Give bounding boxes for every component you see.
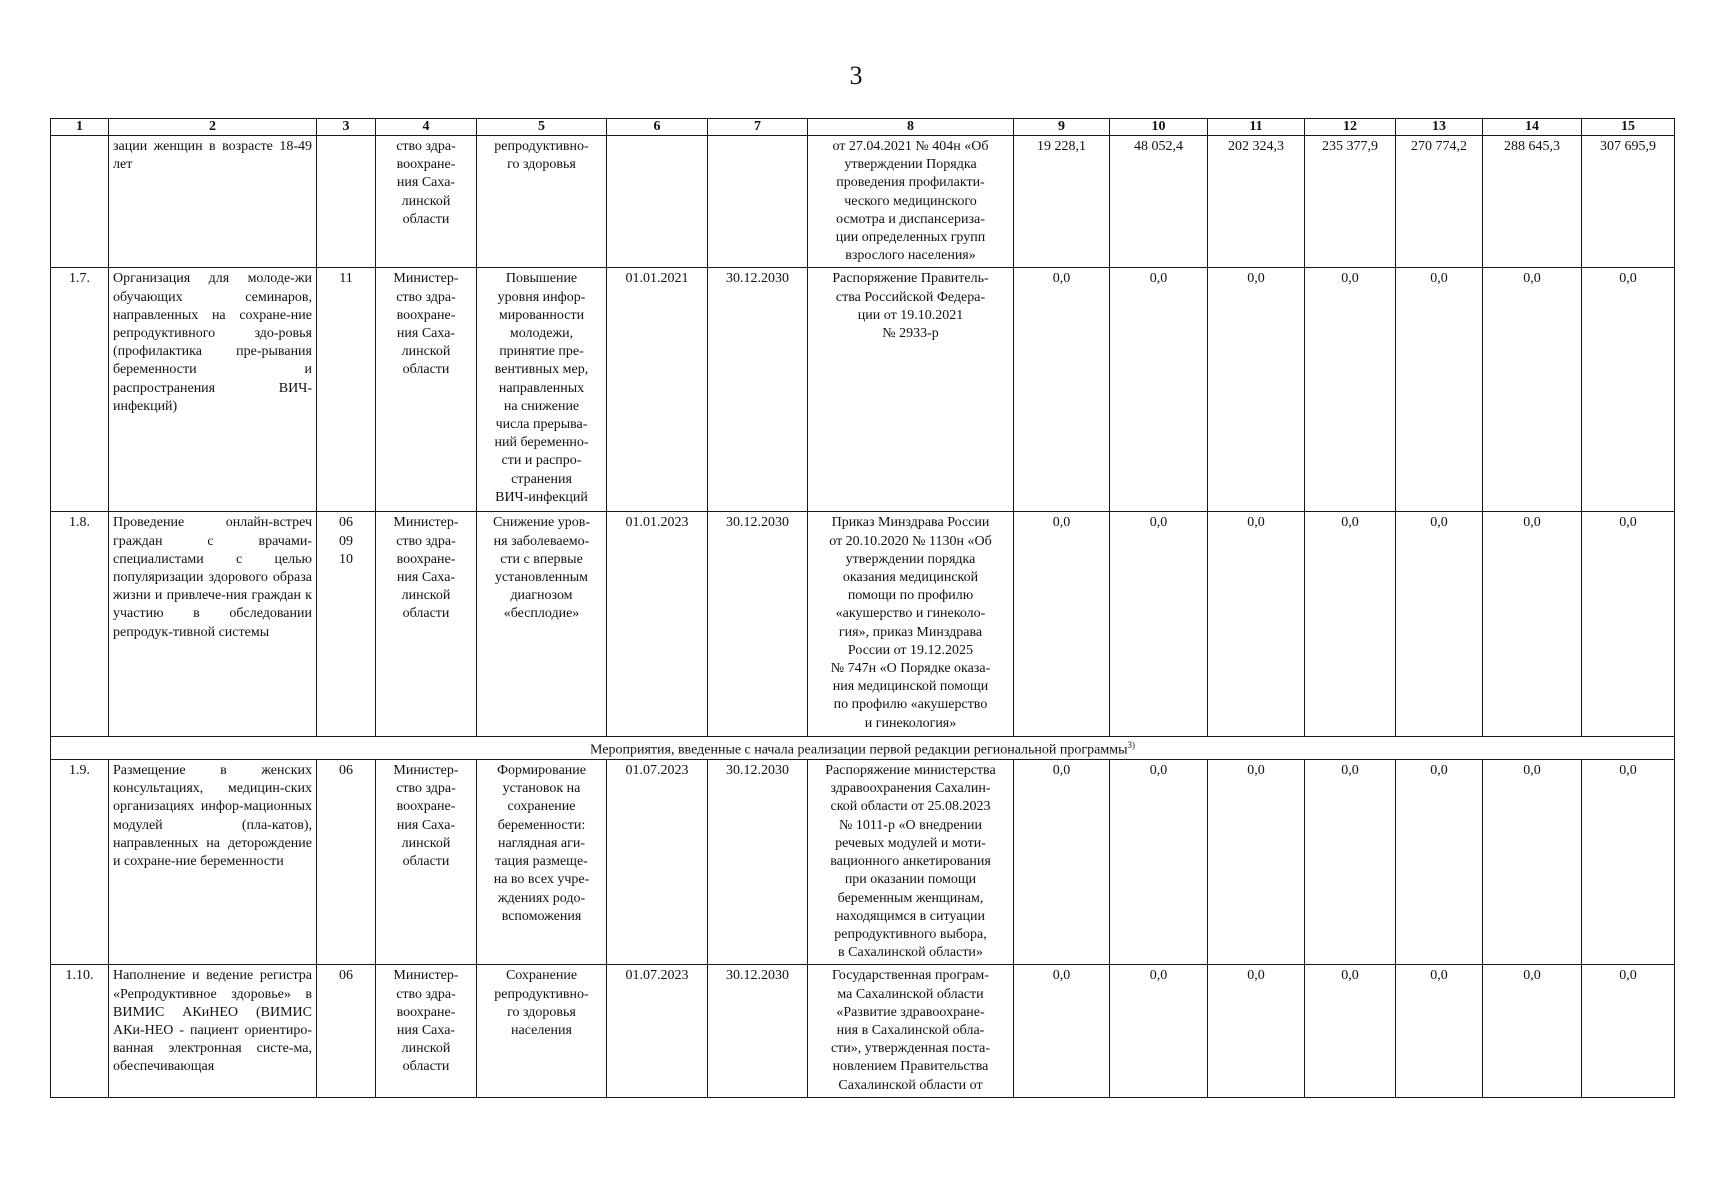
- value-cell: 0,0: [1014, 760, 1110, 965]
- value-cell: 0,0: [1014, 268, 1110, 512]
- value-cell: 0,0: [1396, 760, 1483, 965]
- footnote-mark: 3): [1127, 740, 1135, 751]
- start-date: [607, 136, 708, 268]
- column-header: 4: [376, 119, 477, 136]
- end-date: [708, 136, 808, 268]
- executor: Министер- ство здра- воохране- ния Саха- линской области: [376, 512, 477, 737]
- value-cell: 0,0: [1396, 268, 1483, 512]
- executor: ство здра- воохране- ния Саха- линской области: [376, 136, 477, 268]
- legal-basis: Приказ Минздрава России от 20.10.2020 № 1130н «Об утверждении порядка оказания медицинской помощи по профилю «акушерство и гинеколо- гия», приказ Минздрава России от 19.12.2025 № 747н «О Порядке оказа- ния медицинской помощи по профилю «акушерство и гинекология»: [808, 512, 1014, 737]
- start-date: 01.07.2023: [607, 760, 708, 965]
- value-cell: 270 774,2: [1396, 136, 1483, 268]
- table-row: [51, 965, 1675, 1097]
- value-cell: 48 052,4: [1110, 136, 1208, 268]
- value-cell: 0,0: [1110, 760, 1208, 965]
- table-row: [51, 268, 1675, 512]
- end-date: 30.12.2030: [708, 760, 808, 965]
- column-header: 12: [1305, 119, 1396, 136]
- expected-result: Сохранение репродуктивно- го здоровья населения: [477, 965, 607, 1097]
- value-cell: 0,0: [1305, 965, 1396, 1097]
- value-cell: 0,0: [1582, 268, 1675, 512]
- activity-name: Наполнение и ведение регистра «Репродуктивное здоровье» в ВИМИС АКиНЕО (ВИМИС АКи-НЕО - пациент ориентиро-ванная электронная систе-ма, обеспечивающая: [109, 965, 317, 1097]
- activity-code: 06 09 10: [317, 512, 376, 737]
- legal-basis: Государственная програм- ма Сахалинской области «Развитие здравоохране- ния в Сахалинской обла- сти», утвержденная поста- новлением Правительства Сахалинской области от: [808, 965, 1014, 1097]
- expected-result: Снижение уров- ня заболеваемо- сти с впервые установленным диагнозом «бесплодие»: [477, 512, 607, 737]
- activity-code: 11: [317, 268, 376, 512]
- expected-result: Повышение уровня инфор- мированности молодежи, принятие пре- вентивных мер, направленных на снижение числа прерыва- ний беременно- сти и распро- странения ВИЧ-инфекций: [477, 268, 607, 512]
- expected-result: репродуктивно- го здоровья: [477, 136, 607, 268]
- section-title: [51, 737, 1675, 760]
- value-cell: 0,0: [1208, 760, 1305, 965]
- column-header: 5: [477, 119, 607, 136]
- value-cell: 288 645,3: [1483, 136, 1582, 268]
- section-title-text: Мероприятия, введенные с начала реализации первой редакции региональной программы: [590, 743, 1128, 759]
- value-cell: 0,0: [1582, 760, 1675, 965]
- value-cell: 307 695,9: [1582, 136, 1675, 268]
- start-date: 01.01.2023: [607, 512, 708, 737]
- column-header: 8: [808, 119, 1014, 136]
- executor: Министер- ство здра- воохране- ния Саха- линской области: [376, 965, 477, 1097]
- column-header: 15: [1582, 119, 1675, 136]
- legal-basis: Распоряжение Правитель- ства Российской Федера- ции от 19.10.2021 № 2933-р: [808, 268, 1014, 512]
- value-cell: 0,0: [1110, 268, 1208, 512]
- value-cell: 202 324,3: [1208, 136, 1305, 268]
- column-header: 1: [51, 119, 109, 136]
- column-header: 2: [109, 119, 317, 136]
- column-header: 6: [607, 119, 708, 136]
- column-header: 7: [708, 119, 808, 136]
- value-cell: 0,0: [1208, 268, 1305, 512]
- value-cell: 0,0: [1483, 760, 1582, 965]
- value-cell: 235 377,9: [1305, 136, 1396, 268]
- program-activities-table: [50, 118, 1675, 1098]
- row-number: 1.8.: [51, 512, 109, 737]
- row-number: 1.10.: [51, 965, 109, 1097]
- legal-basis: от 27.04.2021 № 404н «Об утверждении Порядка проведения профилакти- ческого медицинского осмотра и диспансериза- ции определенных групп взрослого населения»: [808, 136, 1014, 268]
- value-cell: 0,0: [1110, 965, 1208, 1097]
- start-date: 01.07.2023: [607, 965, 708, 1097]
- end-date: 30.12.2030: [708, 512, 808, 737]
- row-number: 1.9.: [51, 760, 109, 965]
- start-date: 01.01.2021: [607, 268, 708, 512]
- column-header: 3: [317, 119, 376, 136]
- value-cell: 0,0: [1305, 512, 1396, 737]
- value-cell: 0,0: [1483, 965, 1582, 1097]
- value-cell: 0,0: [1110, 512, 1208, 737]
- value-cell: 19 228,1: [1014, 136, 1110, 268]
- activity-name: Организация для молоде-жи обучающих семинаров, направленных на сохране-ние репродуктивного здо-ровья (профилактика пре-рывания беременности и распространения ВИЧ-инфекций): [109, 268, 317, 512]
- value-cell: 0,0: [1396, 965, 1483, 1097]
- table-row: [51, 136, 1675, 268]
- section-header-row: [51, 737, 1675, 760]
- value-cell: 0,0: [1014, 965, 1110, 1097]
- table-row: [51, 512, 1675, 737]
- executor: Министер- ство здра- воохране- ния Саха- линской области: [376, 760, 477, 965]
- activity-name: Проведение онлайн-встреч граждан с врачами-специалистами с целью популяризации здорового образа жизни и привлече-ния граждан к участию в обследовании репродук-тивной системы: [109, 512, 317, 737]
- table-row: [51, 760, 1675, 965]
- value-cell: 0,0: [1014, 512, 1110, 737]
- activity-code: 06: [317, 760, 376, 965]
- value-cell: 0,0: [1396, 512, 1483, 737]
- column-header: 13: [1396, 119, 1483, 136]
- value-cell: 0,0: [1208, 512, 1305, 737]
- value-cell: 0,0: [1305, 760, 1396, 965]
- executor: Министер- ство здра- воохране- ния Саха- линской области: [376, 268, 477, 512]
- activity-code: 06: [317, 965, 376, 1097]
- value-cell: 0,0: [1582, 512, 1675, 737]
- column-header: 10: [1110, 119, 1208, 136]
- legal-basis: Распоряжение министерства здравоохранения Сахалин- ской области от 25.08.2023 № 1011-р «О внедрении речевых модулей и моти- вационного анкетирования при оказании помощи беременным женщинам, находящимся в ситуации репродуктивного выбора, в Сахалинской области»: [808, 760, 1014, 965]
- row-number: 1.7.: [51, 268, 109, 512]
- expected-result: Формирование установок на сохранение беременности: наглядная аги- тация размеще- на во всех учре- ждениях родо- вспоможения: [477, 760, 607, 965]
- activity-name: Размещение в женских консультациях, медицин-ских организациях инфор-мационных модулей (пла-катов), направленных на деторождение и сохране-ние беременности: [109, 760, 317, 965]
- end-date: 30.12.2030: [708, 268, 808, 512]
- value-cell: 0,0: [1582, 965, 1675, 1097]
- value-cell: 0,0: [1483, 512, 1582, 737]
- end-date: 30.12.2030: [708, 965, 808, 1097]
- value-cell: 0,0: [1483, 268, 1582, 512]
- column-header: 11: [1208, 119, 1305, 136]
- column-header: 14: [1483, 119, 1582, 136]
- row-number: [51, 136, 109, 268]
- value-cell: 0,0: [1305, 268, 1396, 512]
- value-cell: 0,0: [1208, 965, 1305, 1097]
- page-number: 3: [849, 61, 863, 90]
- column-header: 9: [1014, 119, 1110, 136]
- header-row: [51, 119, 1675, 136]
- activity-name: зации женщин в возрасте 18-49 лет: [109, 136, 317, 268]
- activity-code: [317, 136, 376, 268]
